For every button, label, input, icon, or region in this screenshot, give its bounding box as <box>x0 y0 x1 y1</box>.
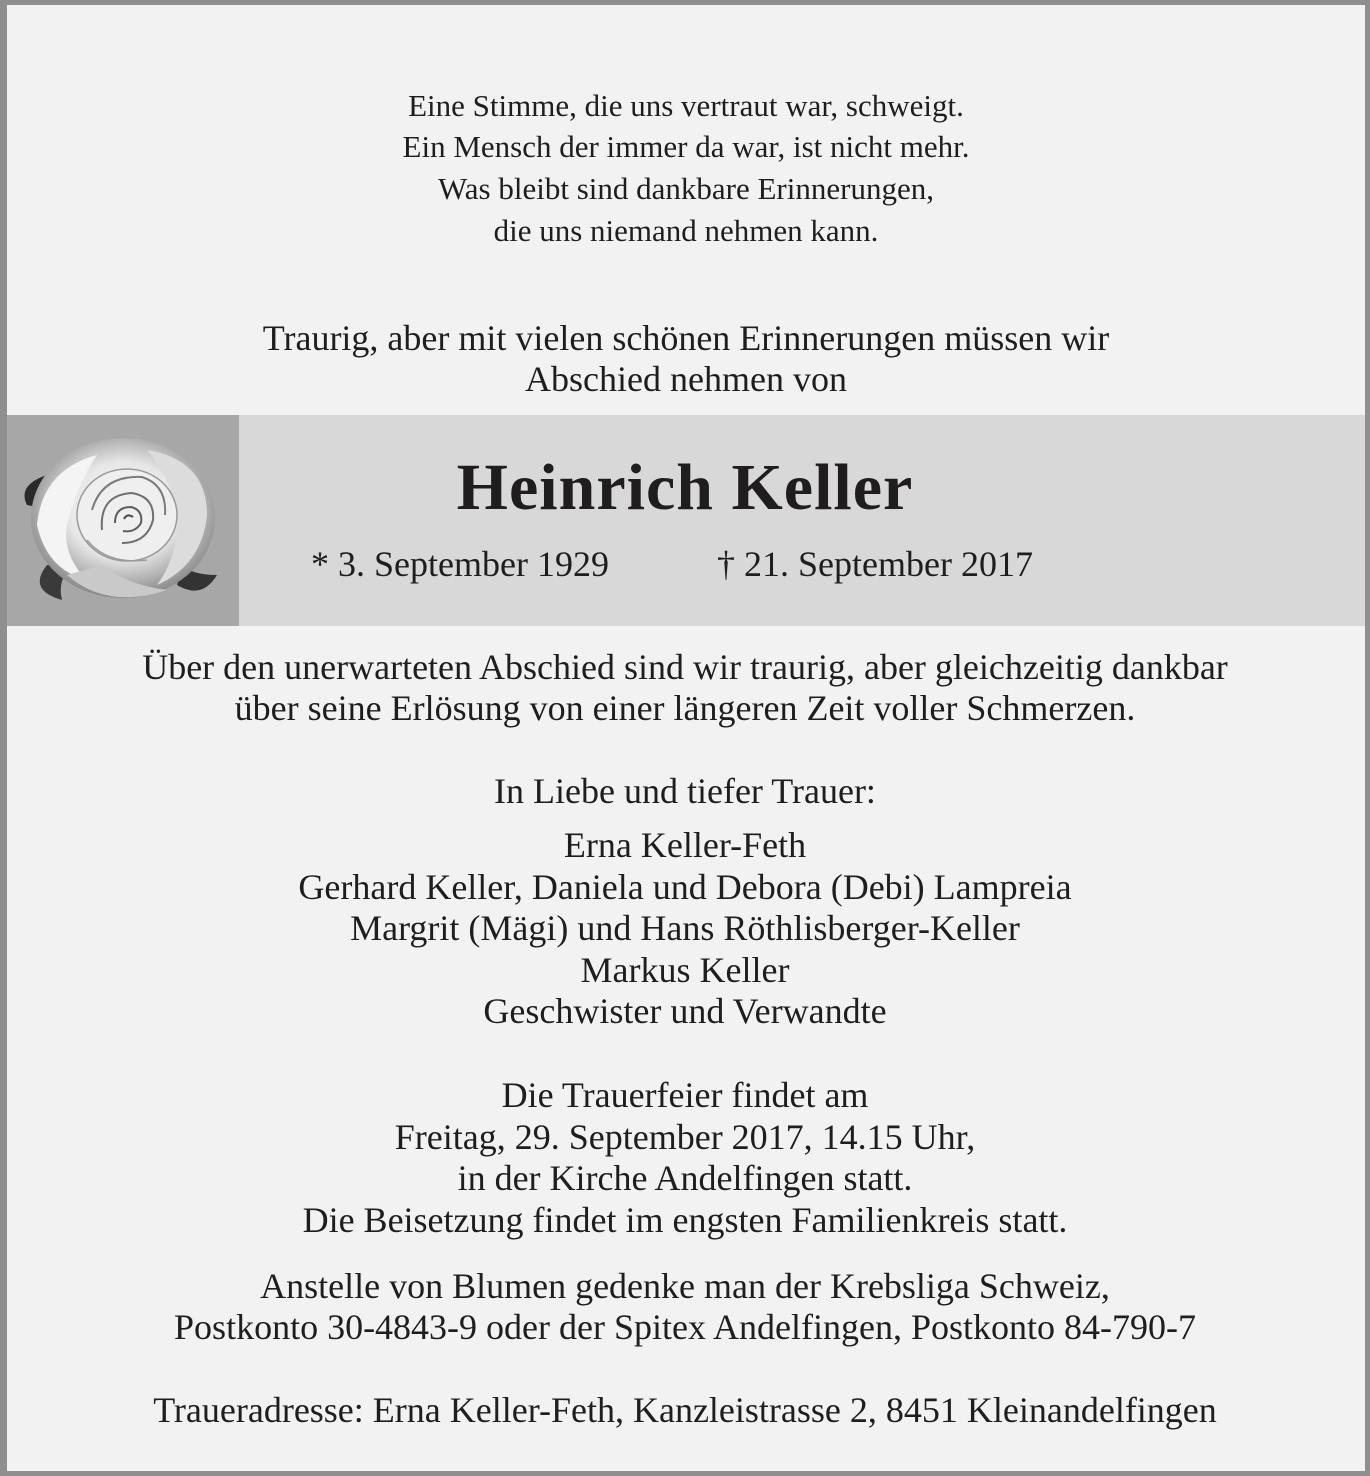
mourner-line: Margrit (Mägi) und Hans Röthlisberger-Keller <box>350 908 1020 948</box>
poem-line-4: die uns niemand nehmen kann. <box>493 213 879 248</box>
donation-line-1: Anstelle von Blumen gedenke man der Krebsliga Schweiz, <box>260 1266 1110 1306</box>
poem-line-3: Was bleibt sind dankbare Erinnerungen, <box>438 171 934 206</box>
ceremony-line-3: in der Kirche Andelfingen statt. <box>457 1158 913 1198</box>
intro-line-2: Abschied nehmen von <box>525 359 847 399</box>
mourning-address: Traueradresse: Erna Keller-Feth, Kanzleistrasse 2, 8451 Kleinandelfingen <box>153 1390 1217 1430</box>
poem-line-2: Ein Mensch der immer da war, ist nicht mehr. <box>402 129 970 164</box>
ceremony-line-1: Die Trauerfeier findet am <box>501 1075 869 1115</box>
intro-line-1: Traurig, aber mit vielen schönen Erinnerungen müssen wir <box>262 318 1110 358</box>
mourner-line: Erna Keller-Feth <box>563 825 807 865</box>
ceremony-line-2: Freitag, 29. September 2017, 14.15 Uhr, <box>394 1117 976 1157</box>
poem-line-1: Eine Stimme, die uns vertraut war, schweigt. <box>408 88 964 123</box>
mourner-line: Geschwister und Verwandte <box>483 991 887 1031</box>
message-line-2: über seine Erlösung von einer längeren Zeit voller Schmerzen. <box>234 688 1136 728</box>
ceremony-line-4: Die Beisetzung findet im engsten Familienkreis statt. <box>302 1200 1068 1240</box>
mourner-line: Markus Keller <box>580 950 790 990</box>
mourner-line: Gerhard Keller, Daniela und Debora (Debi) Lampreia <box>298 867 1072 907</box>
donation-line-2: Postkonto 30-4843-9 oder der Spitex Andelfingen, Postkonto 84-790-7 <box>174 1307 1196 1347</box>
deceased-name: Heinrich Keller <box>456 451 914 524</box>
message-line-1: Über den unerwarteten Abschied sind wir traurig, aber gleichzeitig dankbar <box>142 647 1228 687</box>
mourners-heading: In Liebe und tiefer Trauer: <box>494 771 876 811</box>
birth-date: * 3. September 1929 <box>311 544 609 584</box>
death-date: † 21. September 2017 <box>717 544 1033 584</box>
